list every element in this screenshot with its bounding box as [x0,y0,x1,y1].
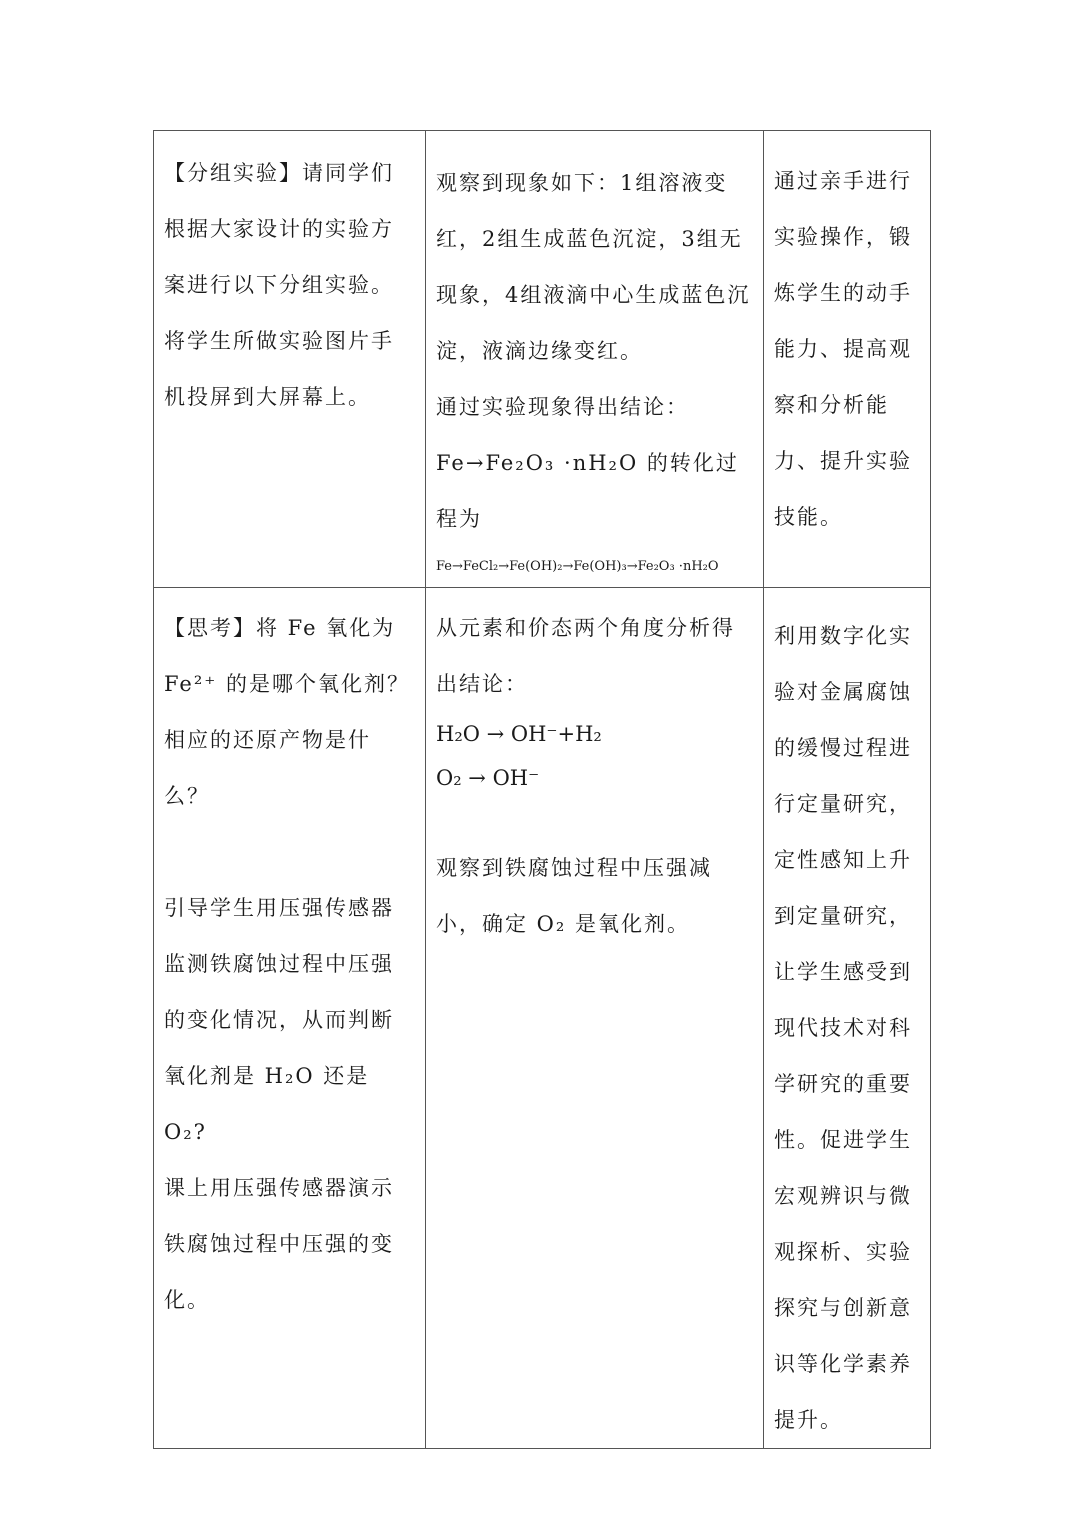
spacer [164,824,415,880]
demo-text: 课上用压强传感器演示铁腐蚀过程中压强的变化。 [164,1176,394,1312]
group-experiment-text: 【分组实验】请同学们根据大家设计的实验方案进行以下分组实验。将学生所做实验图片手机投屏到大屏幕上。 [164,161,394,409]
table-row [154,588,931,1449]
digital-experiment-text: 利用数字化实验对金属腐蚀的缓慢过程进行定量研究，定性感知上升到定量研究，让学生感受到现代技术对科学研究的重要性。促进学生宏观辨识与微观探析、实验探究与创新意识等化学素养提升。 [774,624,912,1432]
group-experiment-cell [154,131,426,588]
purpose-text: 通过亲手进行实验操作，锻炼学生的动手能力、提高观察和分析能力、提升实验技能。 [774,169,912,529]
purpose-cell [764,131,931,588]
pressure-observation-text: 观察到铁腐蚀过程中压强减小，确定 O₂ 是氧化剂。 [436,856,712,936]
digital-experiment-cell [764,588,931,1449]
observation-cell [426,131,764,588]
observation-text: 观察到现象如下：1组溶液变红，2组生成蓝色沉淀，3组无现象，4组液滴中心生成蓝色沉淀，液滴边缘变红。 [436,171,751,363]
think-question-text: 【思考】将 Fe 氧化为 Fe²⁺ 的是哪个氧化剂？相应的还原产物是什么？ [164,616,411,808]
conversion-equation: Fe→FeCl₂→Fe(OH)₂→Fe(OH)₃→Fe₂O₃ ·nH₂O [436,559,719,574]
conclusion-text: 通过实验现象得出结论：Fe→Fe₂O₃ ·nH₂O 的转化过程为 [436,395,739,531]
lesson-plan-table [153,130,931,1449]
spacer [436,800,753,840]
analysis-cell [426,588,764,1449]
analysis-text: 从元素和价态两个角度分析得出结论： [436,616,735,696]
equation-water: H₂O → OH⁻+H₂ [436,722,602,746]
table-row [154,131,931,588]
think-cell [154,588,426,1449]
equation-oxygen: O₂ → OH⁻ [436,766,540,790]
guide-text: 引导学生用压强传感器监测铁腐蚀过程中压强的变化情况，从而判断氧化剂是 H₂O 还是 O₂? [164,896,394,1144]
